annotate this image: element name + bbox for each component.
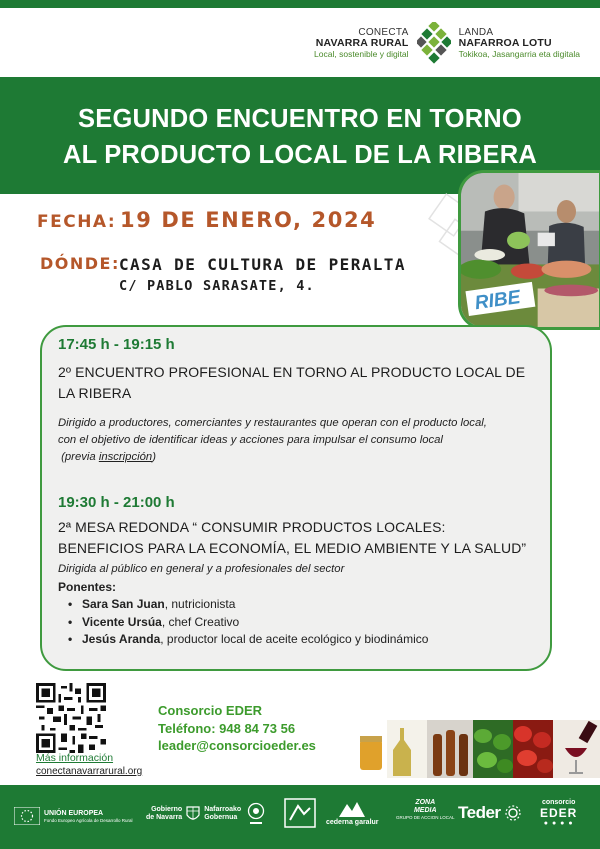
brand-basque [459,27,580,59]
teder-sun-icon [505,805,521,821]
website-link[interactable]: conectanavarrarural.org [36,766,143,777]
consorcio-text: consorcio [541,799,576,806]
zona-subtitle: GRUPO DE ACCION LOCAL [396,815,455,820]
speaker-item [58,614,534,632]
session2-title: 2ª MESA REDONDA “ CONSUMIR PRODUCTOS LOCALES: BENEFICIOS PARA LA ECONOMÍA, EL MEDIO AMBIENTE Y LA SALUD” [58,519,527,556]
market-photo [458,170,600,330]
brand-right-line3: Tokikoa, Jasangarria eta digitala [458,48,580,59]
fecha-label: FECHA: [37,212,117,232]
speaker-role: , nutricionista [164,597,236,611]
photo-sign-text: RIBE [473,286,522,315]
zona-media-logo [396,799,455,820]
eu-title: UNIÓN EUROPEA [44,809,104,817]
navarra-emblem-icon [246,801,266,827]
speaker-name: Jesús Aranda [82,632,161,646]
session2-audience: Dirigida al público en general y a profesionales del sector [58,563,345,575]
teder-text: Teder [458,803,501,822]
pepper-green-icon [474,729,492,743]
title-line-2: AL PRODUCTO LOCAL DE LA RIBERA [63,141,537,169]
contact-block [158,702,316,755]
beer-bottle-icon [433,734,442,776]
local-products-strip [357,720,600,778]
gob-right-2: Gobernua [204,814,238,821]
session1-desc-line2: con el objetivo de identificar ideas y acciones para impulsar el consumo local [58,434,443,446]
program-card [40,325,552,671]
zona-line1: ZONA [415,799,436,806]
donde-label: DÓNDE: [40,254,120,273]
fecha-value: 19 DE ENERO, 2024 [120,208,377,232]
donde-address: C/ PABLO SARASATE, 4. [119,278,315,294]
eu-logo [14,807,133,825]
gob-left-1: Gobierno [151,806,183,813]
brand-left-line3: Local, sostenible y digital [314,48,409,59]
speaker-name: Vicente Ursúa [82,614,162,629]
brand-spanish [314,27,409,59]
speaker-list [58,596,534,649]
teder-logo [458,803,521,823]
speaker-item [58,596,534,614]
contact-email[interactable]: leader@consorcioeder.es [158,738,316,753]
diamond-mosaic-icon [417,22,451,64]
gob-left-2: de Navarra [146,814,183,821]
session2-time: 19:30 h - 21:00 h [58,494,175,511]
brand-right-line2: NAFARROA LOTU [458,37,552,50]
more-info-link[interactable]: Más información [36,752,114,764]
inscripcion-link[interactable]: inscripción [98,451,153,463]
session1-time: 17:45 h - 19:15 h [58,336,175,353]
footer-logos [0,785,600,849]
honey-jar-icon [360,740,382,770]
speaker-role: , chef Creativo [161,614,240,629]
contact-phone: Teléfono: 948 84 73 56 [158,720,296,736]
cederna-mountain-icon [337,800,367,818]
eu-subtitle: Fondo Europeo Agrícola de Desarrollo Rural [44,817,133,823]
qr-code[interactable] [36,683,106,753]
eu-flag-icon [14,807,40,825]
eder-text: EDER [540,806,578,820]
donde-value: CASA DE CULTURA DE PERALTA [119,255,406,274]
top-stripe [0,0,600,8]
session1-title: 2º ENCUENTRO PROFESIONAL EN TORNO AL PRODUCTO LOCAL DE LA RIBERA [58,364,526,401]
conecta-navarra-rural-logo [314,22,580,64]
gob-right-1: Nafarroako [204,806,242,813]
session1-desc-line3 [58,449,534,466]
session1-description [58,415,534,466]
contact-org: Consorcio EDER [158,703,263,718]
leader-logo-icon [284,798,316,828]
session1-desc-pre: (previa [61,451,99,463]
eder-dots: ● ● ● ● [543,820,574,827]
gobierno-navarra-logo [146,805,241,823]
session1-desc-post: ) [152,451,156,463]
session1-desc-line1: Dirigido a productores, comerciantes y restaurantes que operan con el producto local, [58,417,487,429]
pepper-red-icon [514,726,532,742]
consorcio-eder-logo [540,799,577,828]
navarra-shield-icon [186,805,200,823]
ponentes-label: Ponentes: [58,580,117,594]
title-line-1: SEGUNDO ENCUENTRO EN TORNO [78,105,522,133]
brand-right-line1: LANDA [458,27,494,39]
brand-left-line1: CONECTA [358,27,409,39]
brand-left-line2: NAVARRA RURAL [315,37,409,50]
speaker-item [58,631,534,649]
cederna-text: cederna garalur [326,819,379,826]
speaker-role: , productor local de aceite ecológico y biodinámico [160,632,429,646]
cederna-garalur-logo [326,800,379,827]
zona-line2: MEDIA [413,807,437,814]
speaker-name: Sara San Juan [82,597,165,611]
